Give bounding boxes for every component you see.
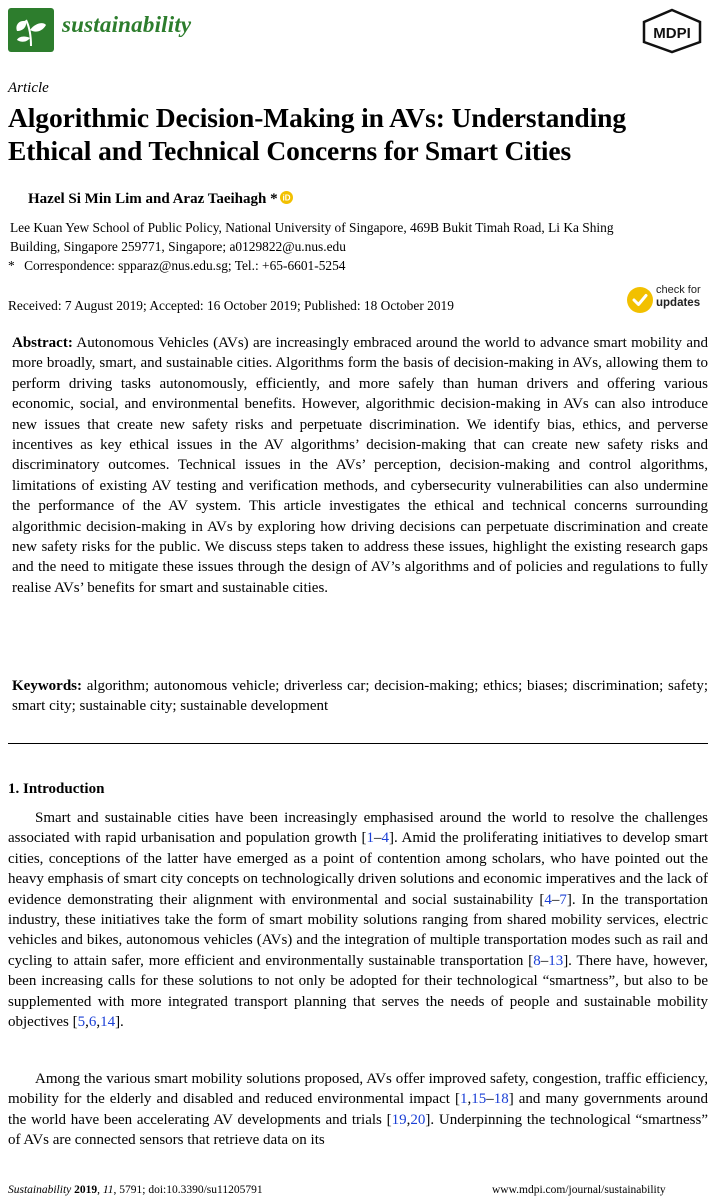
keywords-text: algorithm; autonomous vehicle; driverless car; decision-making; ethics; biases; discrimination; safety; smart city; sustainable city; sustainable development (12, 678, 708, 715)
citation-link[interactable]: 1 (459, 1091, 468, 1108)
paragraph-text: , (406, 1111, 411, 1128)
footer-citation: Sustainability 2019, 11, 5791; doi:10.3390/su11205791 (8, 1184, 263, 1196)
paragraph-text: Smart and sustainable cities have been increasingly emphasised around the world to resolve the challenges associated with rapid urbanisation and population growth [ (8, 810, 708, 847)
affiliation-line-1: Lee Kuan Yew School of Public Policy, National University of Singapore, 469B Bukit Timah Road, Li Ka Shing (10, 220, 614, 235)
intro-paragraph-2 (8, 1069, 708, 1151)
correspondence-marker: * (8, 258, 15, 273)
correspondence-text: Correspondence: spparaz@nus.edu.sg; Tel.: +65-6601-5254 (24, 258, 346, 273)
paragraph-text: – (374, 830, 382, 847)
authors-text: Hazel Si Min Lim and Araz Taeihagh * (28, 191, 278, 207)
author-list (28, 191, 293, 208)
check-badge-icon (626, 286, 654, 314)
article-type: Article (8, 80, 49, 96)
orcid-icon[interactable] (280, 191, 293, 204)
citation-link[interactable]: 15 (471, 1091, 487, 1108)
footer-journal-url[interactable]: www.mdpi.com/journal/sustainability (492, 1184, 666, 1196)
paragraph-text: ]. Underpinning the technological “smartness” of AVs are connected sensors that retrieve data on its (8, 1111, 708, 1149)
correspondence (8, 258, 345, 274)
affiliation (8, 218, 708, 256)
publication-dates: Received: 7 August 2019; Accepted: 16 October 2019; Published: 18 October 2019 (8, 298, 454, 313)
section-divider (8, 743, 708, 744)
svg-text:iD: iD (282, 193, 291, 203)
abstract (12, 333, 708, 598)
paragraph-text: , (96, 1014, 101, 1031)
citation-link[interactable]: 8 (533, 952, 541, 969)
paragraph-text: ] and many governments around the world have been accelerating AV developments and trials [ (8, 1091, 708, 1128)
abstract-text: Autonomous Vehicles (AVs) are increasingly embraced around the world to advance smart mobility and more broadly, smart, and sustainable cities. Algorithms form the basis of decision-making in AVs, allowing them to perform driving tasks autonomously, efficiently, and more safely than human drivers and offering various economic, social, and environmental benefits. However, algorithmic decision-making in AVs can also introduce new issues that create new safety risks and perpetuate discrimination. We identify bias, ethics, and perverse incentives as key ethical issues in the AV algorithms’ decision-making that can create new safety risks and discriminatory outcomes. Technical issues in the AVs’ perception, decision-making and control algorithms, limitations of existing AV testing and verification methods, and cybersecurity vulnerabilities can also undermine the performance of the AV system. This article investigates the ethical and technical concerns surrounding algorithmic decision-making in AVs by exploring how driving decisions can perpetuate discrimination and create new safety risks for the public. We discuss steps taken to address these issues, highlight the existing research gaps and the need to mitigate these issues through the design of AV’s algorithms and of policies and regulations to fully realise AVs’ benefits for smart and sustainable cities. (12, 335, 708, 596)
citation-link[interactable]: 7 (559, 891, 567, 908)
citation-link[interactable]: 4 (544, 891, 552, 908)
footer-year: 2019 (74, 1184, 98, 1196)
citation-link[interactable]: 1 (366, 830, 375, 847)
mdpi-logo-icon (640, 8, 704, 54)
citation-link[interactable]: 18 (493, 1091, 509, 1108)
footer-doi: , 5791; doi:10.3390/su11205791 (113, 1184, 263, 1196)
citation-link[interactable]: 19 (391, 1111, 407, 1128)
paragraph-text: – (540, 952, 549, 969)
affiliation-line-2: Building, Singapore 259771, Singapore; a0129822@u.nus.edu (10, 239, 346, 254)
check-updates-line-1: check for (656, 284, 701, 296)
citation-link[interactable]: 13 (548, 952, 564, 969)
paragraph-text: ]. (115, 1014, 124, 1031)
check-for-updates-badge[interactable] (626, 284, 708, 316)
paragraph-text: ]. There have, however, been increasing calls for these solutions to not only be adopted for their technological “smartness”, but also to be supplemented with more integrated transport planning that serves the needs of people and sustainable mobility objectives [ (8, 952, 708, 1031)
citation-link[interactable]: 20 (410, 1111, 426, 1128)
journal-name: sustainability (62, 12, 192, 37)
section-heading-introduction: 1. Introduction (8, 781, 105, 797)
keywords-label: Keywords: (12, 678, 82, 694)
citation-link[interactable]: 5 (77, 1014, 86, 1031)
mdpi-logo-text: MDPI (653, 25, 691, 42)
paragraph-text: – (551, 891, 560, 908)
leaf-logo-icon (8, 8, 54, 52)
citation-link[interactable]: 14 (100, 1014, 116, 1031)
footer-journal: Sustainability (8, 1184, 72, 1196)
paragraph-text: – (486, 1091, 494, 1108)
paragraph-text: , (85, 1014, 89, 1031)
paragraph-text: , (467, 1091, 472, 1108)
paragraph-text: Among the various smart mobility solutions proposed, AVs offer improved safety, congestion, traffic efficiency, mobility for the elderly and disabled and reduced environmental impact [ (8, 1071, 708, 1108)
article-title: Algorithmic Decision-Making in AVs: Understanding Ethical and Technical Concerns for Smart Cities (8, 102, 626, 166)
keywords (12, 676, 708, 717)
paragraph-text: ]. Amid the proliferating initiatives to develop smart cities, conceptions of the latter have emerged as a point of contention among scholars, who have pointed out the heavy emphasis of smart city concepts on technologically driven solutions and economic imperatives and the lack of evidence demonstrating their alignment with environmental and social sustainability [ (8, 830, 709, 908)
citation-link[interactable]: 4 (381, 830, 390, 847)
intro-paragraph-1 (8, 808, 708, 1032)
paragraph-text: ]. In the transportation industry, these initiatives take the form of smart mobility solutions ranging from shared mobility services, electric vehicles and bikes, autonomous vehicles (AVs) and the integration of multiple transportation modes such as rail and cycling to attain safer, more efficient and environmentally sustainable transportation [ (8, 891, 708, 969)
check-updates-line-2: updates (656, 297, 701, 309)
footer-volume: 11 (102, 1184, 114, 1196)
citation-link[interactable]: 6 (88, 1014, 97, 1031)
abstract-label: Abstract: (12, 335, 73, 351)
